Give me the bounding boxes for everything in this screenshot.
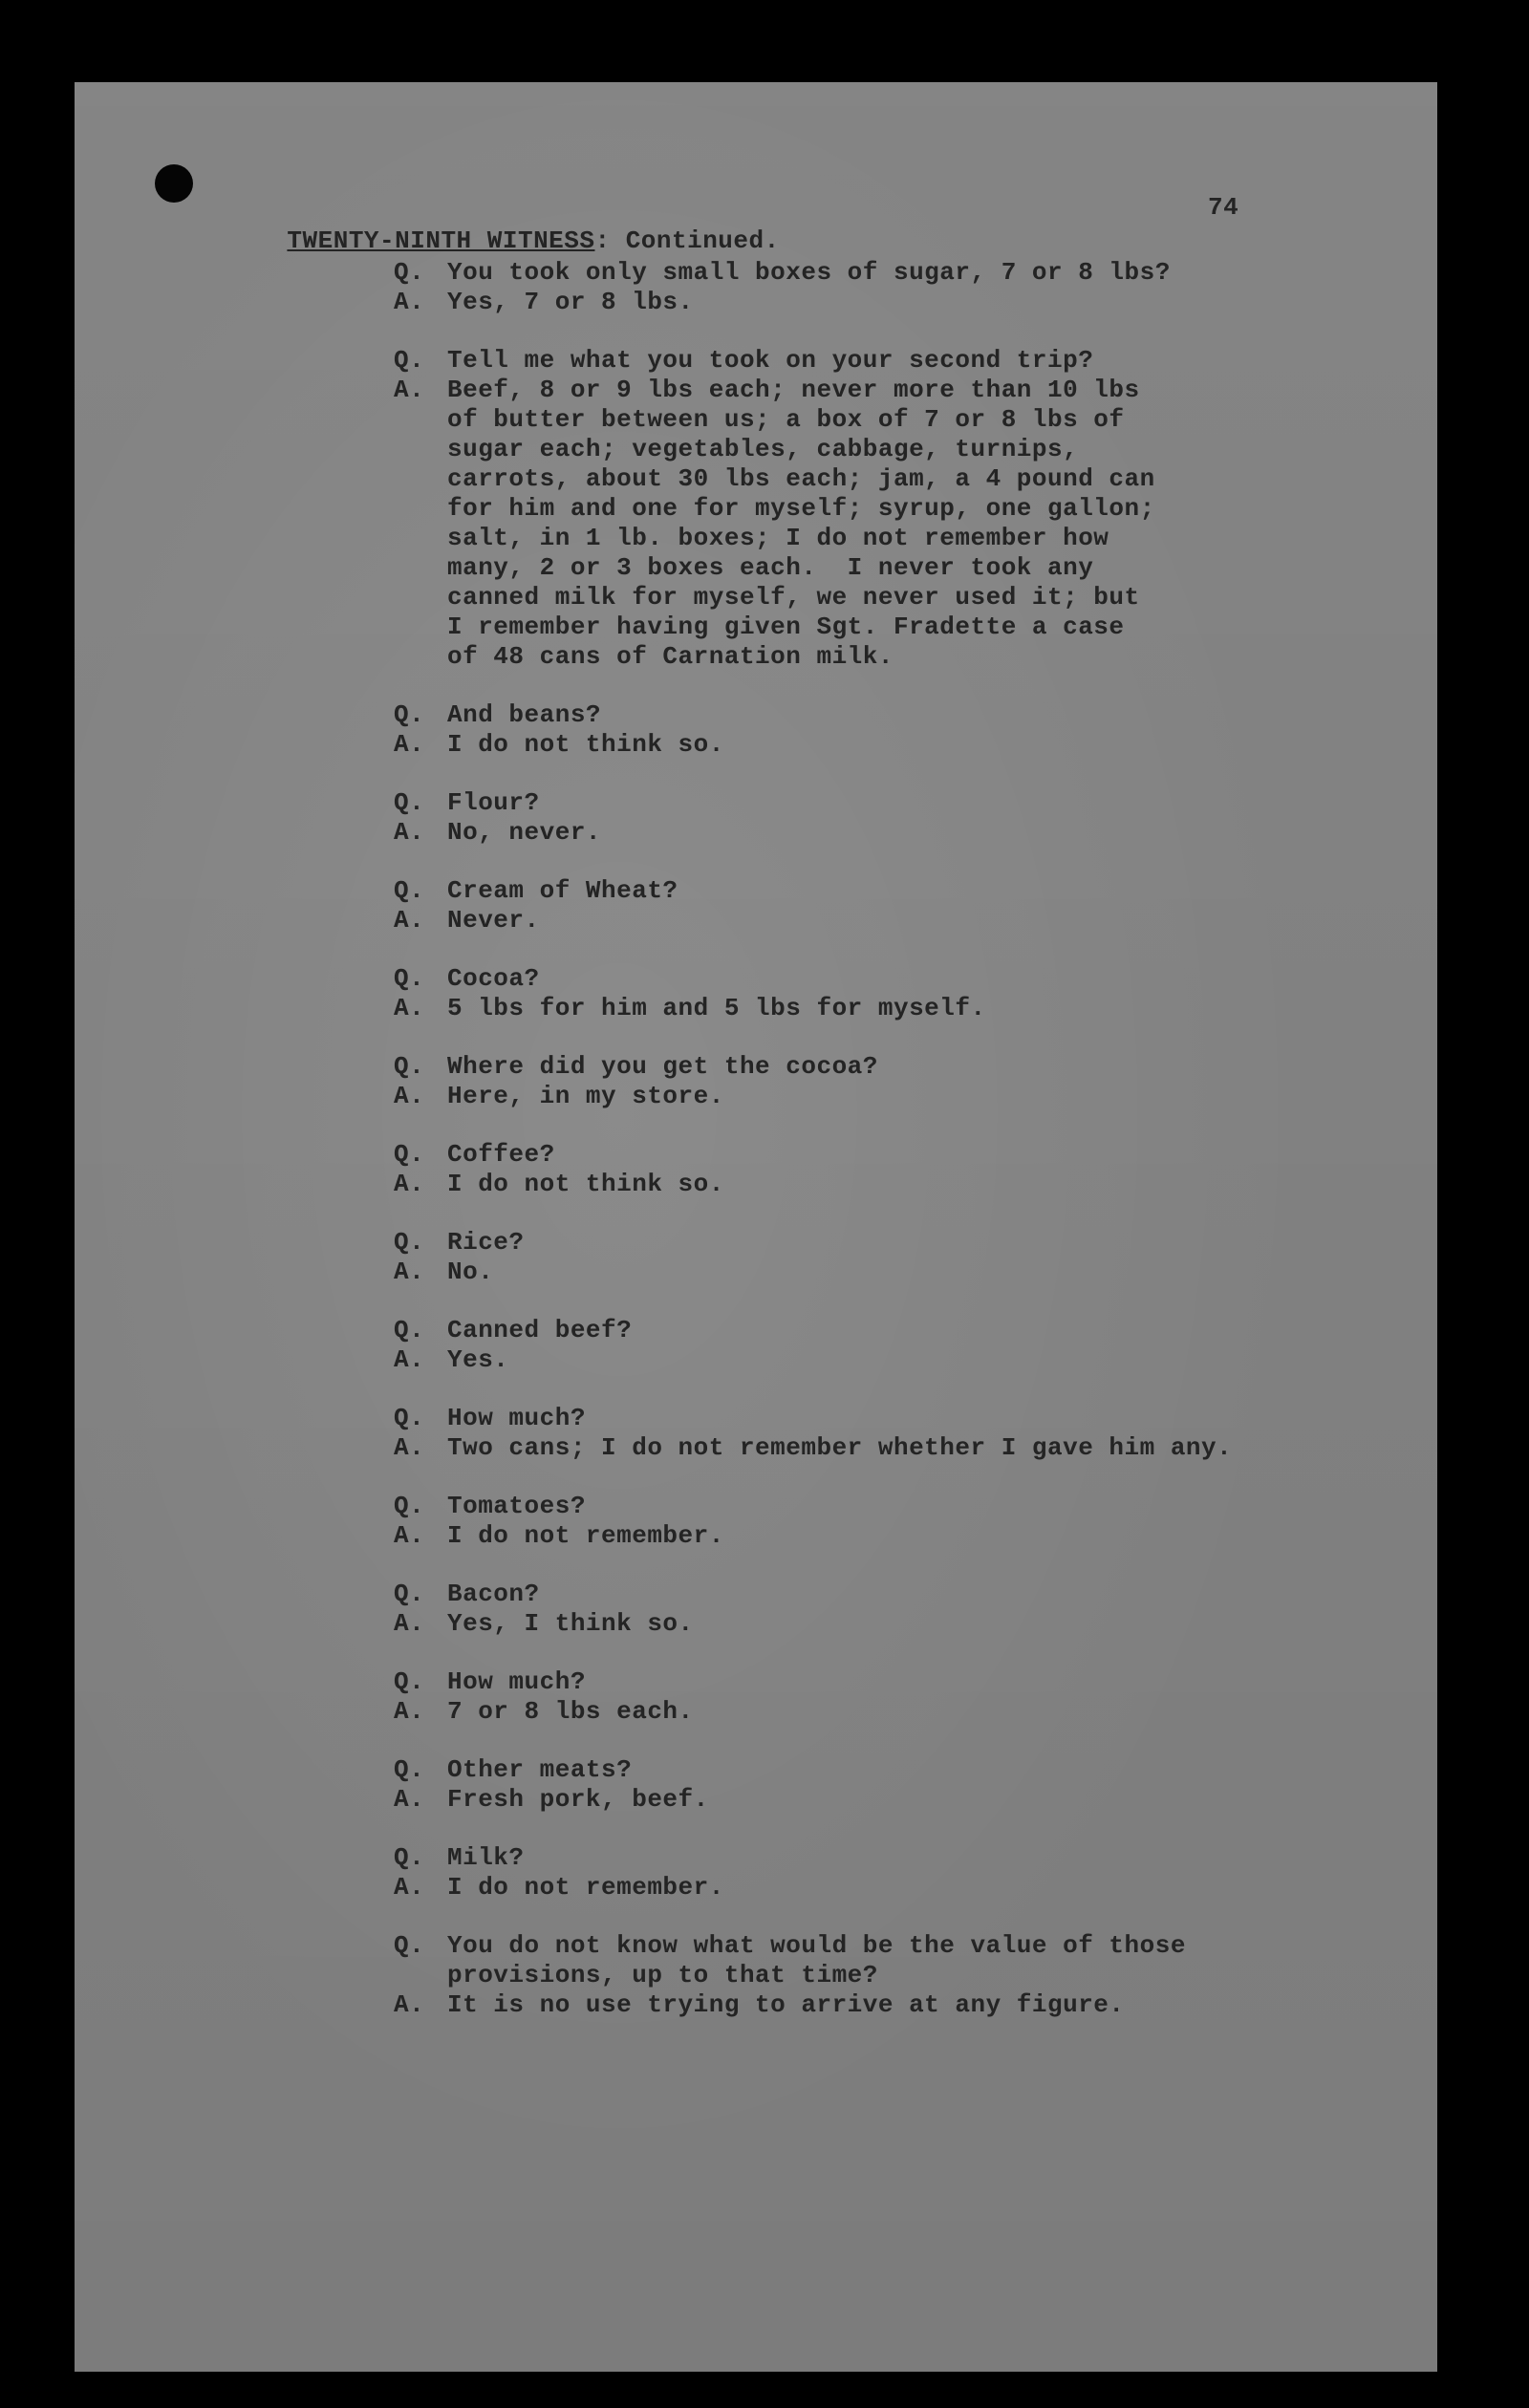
answer-text: I do not think so. bbox=[447, 730, 724, 759]
answer-label: A. bbox=[394, 818, 425, 847]
question-line bbox=[394, 1228, 1426, 1258]
question-label: Q. bbox=[394, 1316, 425, 1344]
question-text: Bacon? bbox=[447, 1580, 540, 1608]
answer-line bbox=[394, 1785, 1426, 1815]
answer-line bbox=[394, 642, 1426, 672]
answer-text: sugar each; vegetables, cabbage, turnips, bbox=[447, 435, 1079, 463]
answer-line bbox=[394, 730, 1426, 760]
question-text: Milk? bbox=[447, 1843, 525, 1872]
answer-label bbox=[394, 613, 447, 642]
qa-exchange bbox=[394, 1052, 1426, 1111]
question-label: Q. bbox=[394, 700, 425, 729]
answer-label: A. bbox=[394, 1697, 425, 1726]
answer-text: Fresh pork, beef. bbox=[447, 1785, 709, 1814]
answer-line bbox=[394, 1082, 1426, 1111]
answer-line bbox=[394, 1521, 1426, 1551]
page-number: 74 bbox=[1208, 193, 1239, 222]
question-label: Q. bbox=[394, 1580, 425, 1608]
answer-text: It is no use trying to arrive at any figure. bbox=[447, 1990, 1125, 2019]
question-label: Q. bbox=[394, 258, 425, 287]
answer-text: No. bbox=[447, 1258, 494, 1286]
question-text: Where did you get the cocoa? bbox=[447, 1052, 878, 1081]
qa-exchange bbox=[394, 876, 1426, 935]
question-line bbox=[394, 1492, 1426, 1521]
question-label: Q. bbox=[394, 1492, 425, 1520]
answer-label bbox=[394, 553, 447, 583]
question-text: Tomatoes? bbox=[447, 1492, 586, 1520]
witness-heading: TWENTY-NINTH WITNESS bbox=[287, 226, 595, 255]
qa-exchange bbox=[394, 1755, 1426, 1815]
qa-exchange bbox=[394, 1492, 1426, 1551]
answer-line bbox=[394, 1609, 1426, 1639]
answer-line bbox=[394, 1433, 1426, 1463]
answer-line bbox=[394, 553, 1426, 583]
answer-text: Two cans; I do not remember whether I gave him any. bbox=[447, 1433, 1233, 1462]
answer-label bbox=[394, 464, 447, 494]
answer-text: Yes, I think so. bbox=[447, 1609, 694, 1638]
answer-line bbox=[394, 583, 1426, 613]
answer-line bbox=[394, 906, 1426, 935]
answer-line bbox=[394, 613, 1426, 642]
answer-text: salt, in 1 lb. boxes; I do not remember how bbox=[447, 524, 1109, 552]
question-label: Q. bbox=[394, 1140, 425, 1169]
qa-exchange bbox=[394, 1843, 1426, 1903]
answer-label bbox=[394, 583, 447, 613]
answer-label: A. bbox=[394, 730, 425, 759]
question-line bbox=[394, 1667, 1426, 1697]
answer-line bbox=[394, 1873, 1426, 1903]
question-line bbox=[394, 1052, 1426, 1082]
question-text: Tell me what you took on your second trip? bbox=[447, 346, 1094, 375]
answer-text: Here, in my store. bbox=[447, 1082, 724, 1110]
question-text: You took only small boxes of sugar, 7 or 8 lbs? bbox=[447, 258, 1171, 287]
answer-line bbox=[394, 494, 1426, 524]
question-label: Q. bbox=[394, 788, 425, 817]
answer-label: A. bbox=[394, 1609, 425, 1638]
answer-line bbox=[394, 1170, 1426, 1199]
answer-text: for him and one for myself; syrup, one gallon; bbox=[447, 494, 1155, 523]
answer-label: A. bbox=[394, 288, 425, 316]
question-line bbox=[394, 1961, 1426, 1990]
qa-exchange bbox=[394, 346, 1426, 672]
answer-label: A. bbox=[394, 906, 425, 935]
question-text: How much? bbox=[447, 1667, 586, 1696]
question-text: Canned beef? bbox=[447, 1316, 633, 1344]
answer-line bbox=[394, 376, 1426, 405]
answer-label: A. bbox=[394, 1990, 425, 2019]
answer-text: I remember having given Sgt. Fradette a case bbox=[447, 613, 1125, 641]
qa-exchange bbox=[394, 1228, 1426, 1287]
answer-label: A. bbox=[394, 994, 425, 1022]
answer-line bbox=[394, 1697, 1426, 1727]
qa-exchange bbox=[394, 1316, 1426, 1375]
answer-text: of butter between us; a box of 7 or 8 lbs of bbox=[447, 405, 1125, 434]
answer-text: 5 lbs for him and 5 lbs for myself. bbox=[447, 994, 986, 1022]
witness-heading-suffix: : Continued. bbox=[594, 226, 780, 255]
answer-label bbox=[394, 642, 447, 672]
answer-line bbox=[394, 818, 1426, 848]
question-text: Coffee? bbox=[447, 1140, 555, 1169]
question-label: Q. bbox=[394, 346, 425, 375]
qa-exchange bbox=[394, 1667, 1426, 1727]
question-line bbox=[394, 700, 1426, 730]
answer-label bbox=[394, 435, 447, 464]
answer-label: A. bbox=[394, 376, 425, 404]
answer-label: A. bbox=[394, 1082, 425, 1110]
answer-line bbox=[394, 994, 1426, 1023]
answer-text: I do not remember. bbox=[447, 1521, 724, 1550]
question-label bbox=[394, 1961, 447, 1990]
question-label: Q. bbox=[394, 876, 425, 905]
answer-text: many, 2 or 3 boxes each. I never took any bbox=[447, 553, 1094, 582]
question-line bbox=[394, 788, 1426, 818]
question-text: Rice? bbox=[447, 1228, 525, 1257]
question-text: How much? bbox=[447, 1404, 586, 1432]
question-line bbox=[394, 1755, 1426, 1785]
question-line bbox=[394, 1404, 1426, 1433]
question-line bbox=[394, 346, 1426, 376]
answer-line bbox=[394, 524, 1426, 553]
qa-exchange bbox=[394, 964, 1426, 1023]
answer-text: Beef, 8 or 9 lbs each; never more than 10 lbs bbox=[447, 376, 1140, 404]
answer-label: A. bbox=[394, 1521, 425, 1550]
answer-line bbox=[394, 1990, 1426, 2020]
answer-text: Yes, 7 or 8 lbs. bbox=[447, 288, 694, 316]
answer-line bbox=[394, 405, 1426, 435]
answer-text: canned milk for myself, we never used it; but bbox=[447, 583, 1140, 612]
answer-label bbox=[394, 524, 447, 553]
qa-exchange bbox=[394, 1404, 1426, 1463]
question-label: Q. bbox=[394, 1228, 425, 1257]
punch-hole bbox=[155, 164, 193, 203]
question-text: provisions, up to that time? bbox=[447, 1961, 878, 1989]
question-line bbox=[394, 964, 1426, 994]
answer-line bbox=[394, 1258, 1426, 1287]
question-text: Flour? bbox=[447, 788, 540, 817]
answer-text: of 48 cans of Carnation milk. bbox=[447, 642, 894, 671]
question-label: Q. bbox=[394, 1404, 425, 1432]
question-label: Q. bbox=[394, 1843, 425, 1872]
question-text: Other meats? bbox=[447, 1755, 633, 1784]
question-line bbox=[394, 876, 1426, 906]
answer-text: No, never. bbox=[447, 818, 602, 847]
qa-exchange bbox=[394, 700, 1426, 760]
question-line bbox=[394, 1580, 1426, 1609]
answer-label: A. bbox=[394, 1258, 425, 1286]
question-label: Q. bbox=[394, 1755, 425, 1784]
answer-text: I do not remember. bbox=[447, 1873, 724, 1902]
answer-label: A. bbox=[394, 1873, 425, 1902]
answer-label: A. bbox=[394, 1170, 425, 1198]
question-line bbox=[394, 1140, 1426, 1170]
question-text: Cocoa? bbox=[447, 964, 540, 993]
testimony-body bbox=[394, 258, 1426, 2049]
qa-exchange bbox=[394, 1580, 1426, 1639]
question-text: Cream of Wheat? bbox=[447, 876, 678, 905]
answer-text: I do not think so. bbox=[447, 1170, 724, 1198]
qa-exchange bbox=[394, 1140, 1426, 1199]
answer-text: carrots, about 30 lbs each; jam, a 4 pound can bbox=[447, 464, 1155, 493]
question-line bbox=[394, 258, 1426, 288]
answer-label: A. bbox=[394, 1345, 425, 1374]
question-label: Q. bbox=[394, 964, 425, 993]
answer-line bbox=[394, 464, 1426, 494]
question-text: And beans? bbox=[447, 700, 602, 729]
question-label: Q. bbox=[394, 1667, 425, 1696]
answer-label: A. bbox=[394, 1785, 425, 1814]
question-line bbox=[394, 1931, 1426, 1961]
qa-exchange bbox=[394, 1931, 1426, 2020]
question-label: Q. bbox=[394, 1931, 425, 1960]
answer-line bbox=[394, 1345, 1426, 1375]
question-label: Q. bbox=[394, 1052, 425, 1081]
answer-label bbox=[394, 494, 447, 524]
qa-exchange bbox=[394, 258, 1426, 317]
answer-line bbox=[394, 435, 1426, 464]
answer-text: Yes. bbox=[447, 1345, 509, 1374]
answer-line bbox=[394, 288, 1426, 317]
question-line bbox=[394, 1843, 1426, 1873]
answer-text: 7 or 8 lbs each. bbox=[447, 1697, 694, 1726]
question-line bbox=[394, 1316, 1426, 1345]
answer-label bbox=[394, 405, 447, 435]
qa-exchange bbox=[394, 788, 1426, 848]
answer-text: Never. bbox=[447, 906, 540, 935]
question-text: You do not know what would be the value of those bbox=[447, 1931, 1186, 1960]
answer-label: A. bbox=[394, 1433, 425, 1462]
